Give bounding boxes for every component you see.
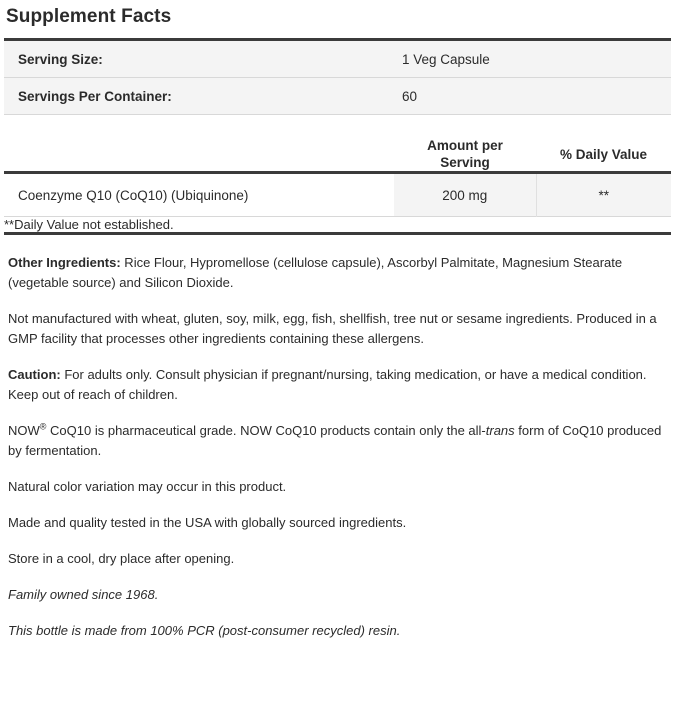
amount-header-line2: Serving — [440, 155, 490, 170]
storage-paragraph: Store in a cool, dry place after opening. — [8, 551, 235, 566]
caution-paragraph — [4, 365, 671, 405]
registered-trademark-symbol: ® — [39, 421, 47, 432]
caution-text: For adults only. Consult physician if pregnant/nursing, taking medication, or have a medical condition. Keep out of reach of children. — [8, 367, 647, 402]
other-ingredients-label: Other Ingredients: — [8, 255, 121, 270]
serving-size-label: Serving Size: — [4, 41, 394, 78]
amount-per-serving-header — [394, 137, 536, 173]
other-ingredients-paragraph — [4, 253, 671, 293]
table-spacer — [4, 115, 671, 137]
grade-text-part3: form of CoQ10 produced by fermentation. — [8, 423, 662, 458]
nutrient-column-header — [4, 137, 394, 173]
family-owned-paragraph: Family owned since 1968. — [8, 587, 159, 602]
grade-paragraph — [4, 421, 671, 461]
servings-per-container-value: 60 — [394, 78, 671, 115]
serving-size-value: 1 Veg Capsule — [394, 41, 671, 78]
servings-per-container-row — [4, 78, 671, 115]
supplement-facts-table — [4, 38, 671, 235]
daily-value-footnote: **Daily Value not established. — [4, 217, 174, 232]
other-ingredients-text: Rice Flour, Hypromellose (cellulose capsule), Ascorbyl Palmitate, Magnesium Stearate (vegetable source) and Silicon Dioxide. — [8, 255, 623, 290]
grade-text-italic: trans — [485, 423, 515, 438]
page-title: Supplement Facts — [6, 6, 172, 27]
color-variation-paragraph: Natural color variation may occur in this product. — [8, 479, 287, 494]
nutrient-amount: 200 mg — [394, 174, 536, 217]
caution-label: Caution: — [8, 367, 61, 382]
nutrient-daily-value: ** — [536, 174, 671, 217]
made-in-usa-paragraph: Made and quality tested in the USA with globally sourced ingredients. — [8, 515, 407, 530]
serving-size-row — [4, 41, 671, 78]
table-bottom-rule — [4, 234, 671, 236]
nutrient-name: Coenzyme Q10 (CoQ10) (Ubiquinone) — [18, 187, 249, 203]
table-row — [4, 174, 671, 217]
grade-text-part2: CoQ10 is pharmaceutical grade. NOW CoQ10 products contain only the all- — [46, 423, 486, 438]
daily-value-header: % Daily Value — [559, 146, 648, 162]
bottle-material-paragraph: This bottle is made from 100% PCR (post-consumer recycled) resin. — [8, 623, 401, 638]
allergen-paragraph: Not manufactured with wheat, gluten, soy, milk, egg, fish, shellfish, tree nut or sesame ingredients. Produced in a GMP facility that processes other ingredients containing these allergens. — [8, 311, 657, 346]
footnote-row — [4, 217, 671, 234]
column-headers-row — [4, 137, 671, 173]
servings-per-container-label: Servings Per Container: — [4, 78, 394, 115]
brand-name: NOW — [8, 423, 40, 438]
amount-header-line1: Amount per — [427, 138, 503, 153]
supplement-facts-page — [0, 6, 675, 641]
